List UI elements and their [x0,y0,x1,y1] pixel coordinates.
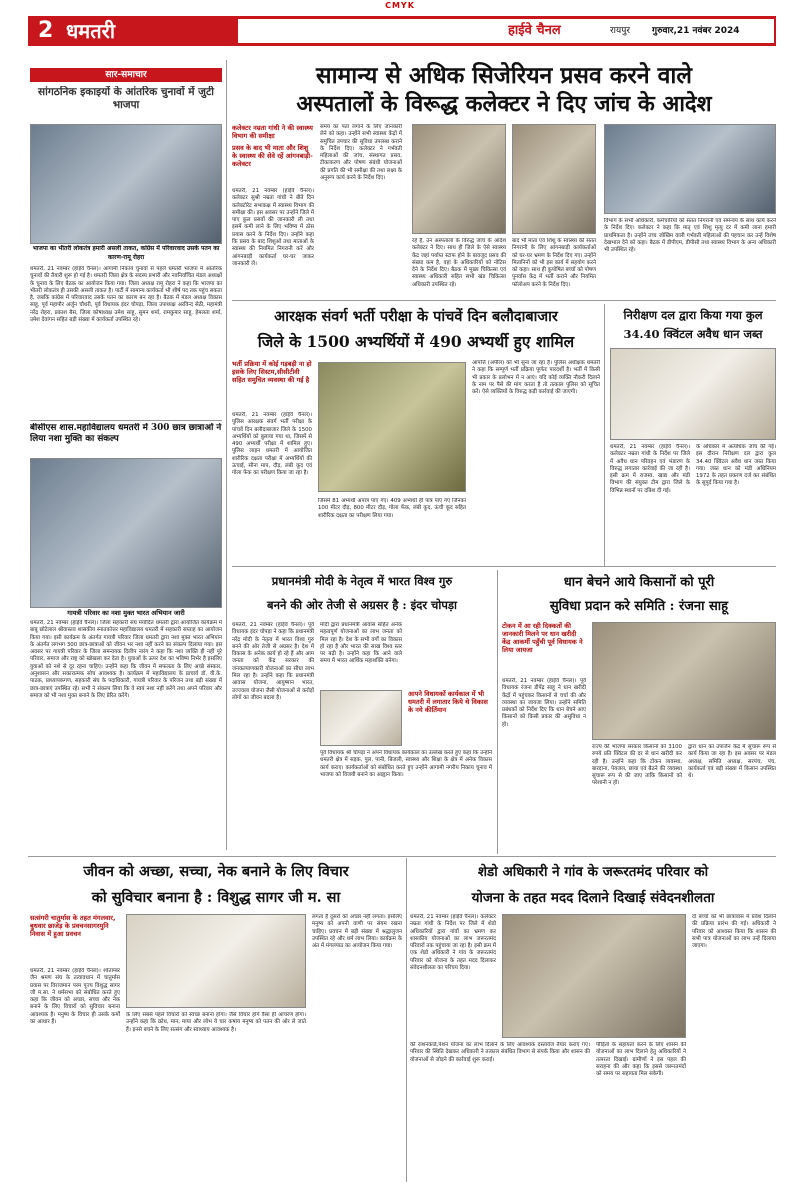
modi-headline-line2: बनने की ओर तेजी से अग्रसर है : इंदर चोपड़ा [267,598,457,612]
modi-body3: पूर्व विधायक श्री चोपड़ा ने अपने विधायक कार्यकाल का उल्लेख करते हुए कहा कि उन्होंने धमतरी क्षेत्र में सड़क, पुल, पानी, बिजली, स्वास्थ्य और शिक्षा के क्षेत्र में अनेक विकास कार्य कराए। कार्यकर्ताओं को संबोधित करते हुए उन्होंने आगामी नगरीय निकाय चुनाव में भाजपा को विजयी बनाने का आह्वान किया। [320,750,492,778]
header-city: रायपुर [610,26,631,36]
shed-headline-line2: योजना के तहत मदद दिलाने दिखाई संवेदनशीलता [471,890,715,906]
cesarean-kicker2: प्रसव के बाद भी माता और शिशु के स्वास्थ्य की सेवे रहें आंगनबाड़ी-कलेक्टर [232,144,313,168]
exam-body2: जिसमें 81 अभ्यर्थी अपात्र पाए गए। 409 अभ्यर्थी ही पात्र पाए गए जिनका 100 मीटर दौड़, 800 मीटर दौड़, गोला फेंक, लंबी कूद, ऊंची कूद सहित शारीरिक दक्षता का परीक्षण लिया गया। [318,498,466,519]
paddy-body1: धमतरी, 21 नवम्बर (हाईवे चैनल)। कलेक्टर नम्रता गांधी के निर्देश पर जिले में अवैध धान परिवहन एवं भंडारण के विरुद्ध लगातार कार्रवाई की जा रही है। इसी क्रम में राजस्व, खाद्य और मंडी विभाग की संयुक्त टीम द्वारा जिले के विभिन्न स्थानों पर दबिश दी गई। [610,444,690,494]
cesarean-headline-line1: सामान्य से अधिक सिजेरियन प्रसव करने वाले [316,62,692,89]
cesarean-body5: विभाग के सभी अधिकारी, कर्मचारियों को सतत निगरानी एवं समन्वय के साथ कार्य करने के निर्देश दिए। कलेक्टर ने कहा कि मातृ एवं शिशु मृत्यु दर में कमी लाना हमारी प्राथमिकता है। उन्होंने उच्च जोखिम वाली गर्भवती महिलाओं की पहचान कर उन्हें विशेष देखभाल देने को कहा। बैठक में डीपीएम, डीपीसी तथा स्वास्थ्य विभाग के अन्य अधिकारी भी उपस्थित रहे। [604,218,776,254]
brand-logo: हाईवे चैनल [508,23,561,38]
shed-body3: पीड़ितों के सहायता करने के लिए शासन की योजनाओं का लाभ दिलाने हेतु अधिकारियों ने तत्परता दिखाई। ग्रामीणों ने इस पहल की सराहना की और कहा कि इससे जरूरतमंदों को समय पर सहायता मिल सकेगी। [596,1042,686,1078]
print-marks: CMYK [385,1,415,10]
exam-body3: आपत्ति (अपील) को भी सुना जा रहा है। पुलिस अधीक्षक धमतरी ने कहा कि सम्पूर्ण भर्ती प्रक्रिया पूर्णतः पारदर्शी है। भर्ती में किसी भी प्रकार के प्रलोभन में न आएं। यदि कोई व्यक्ति नौकरी दिलाने के नाम पर पैसे की मांग करता है तो तत्काल पुलिस को सूचित करें। ऐसे व्यक्तियों के विरुद्ध कड़ी कार्रवाई की जाएगी। [472,360,600,396]
exam-headline-line2: जिले के 1500 अभ्यर्थियों में 490 अभ्यर्थी हुए शामिल [257,332,575,351]
exam-kicker: भर्ती प्रक्रिया में कोई गड़बड़ी ना हो इसके लिए सिस्टम,सीसीटीवी सहित समुचित व्यवस्था की गई है [232,360,312,384]
exam-headline-line1: आरक्षक संवर्ग भर्ती परीक्षा के पांचवें दिन बलौदाबाजार [274,308,558,325]
cesarean-body3: रहे हैं, उन अस्पतालों के विरुद्ध जांच के आदेश कलेक्टर ने दिए। साथ ही जिले के ऐसे स्वास्थ्य केंद्र जहां पर्याप्त स्टाफ होने के बावजूद प्रसव की संख्या कम है, वहां के अधिकारियों को नोटिस देने के निर्देश दिए। बैठक में मुख्य चिकित्सा एवं स्वास्थ्य अधिकारी सहित सभी खंड चिकित्सा अधिकारी उपस्थित रहे। [412,238,506,288]
cesarean-body4: बाद भी माता एवं शिशु के स्वास्थ्य की सतत निगरानी के लिए आंगनबाड़ी कार्यकर्ताओं को घर-घर भ्रमण के निर्देश दिए गए। उन्होंने मितानिनों को भी इस कार्य में सहयोग करने को कहा। साथ ही कुपोषित बच्चों को पोषण पुनर्वास केंद्र में भर्ती कराने और नियमित फॉलोअप करने के निर्देश दिए। [512,238,596,288]
modi-body1: धमतरी, 21 नवम्बर (हाईवे चैनल)। पूर्व विधायक इंदर चोपड़ा ने कहा कि प्रधानमंत्री नरेंद्र मोदी के नेतृत्व में भारत विश्व गुरु बनने की ओर तेजी से अग्रसर है। देश में विकास के अनेक कार्य हो रहे हैं और आम जनता को केंद्र सरकार की जनकल्याणकारी योजनाओं का सीधा लाभ मिल रहा है। उन्होंने कहा कि प्रधानमंत्री आवास योजना, आयुष्मान भारत, उज्ज्वला योजना जैसी योजनाओं से करोड़ों लोगों का जीवन बदला है। [232,622,314,701]
shed-headline-line1: शेडो अधिकारी ने गांव के जरूरतमंद परिवार को [477,864,709,880]
farmers-headline-line2: सुविधा प्रदान करे समिति : रंजना साहू [549,599,729,614]
farmers-body2: राज्य की भाजपा सरकार किसानों को 3100 रुपये प्रति क्विंटल की दर से धान खरीदी कर रही है। उन्होंने कहा कि टोकन व्यवस्था, बारदाना, पेयजल, छाया एवं बैठने की व्यवस्था सुचारू रूप से की जाए ताकि किसानों को परेशानी न हो। [592,744,682,787]
modi-kicker: आपने विधायकों कार्यकाल में भी धमतरी में लगातार किये थे विकास के नये कीर्तिमान [408,690,488,714]
page-number: 2 [38,18,54,43]
vishuddh-headline-line1: जीवन को अच्छा, सच्चा, नेक बनाने के लिए विचार [83,863,349,880]
header-date: गुरुवार,21 नवंबर 2024 [652,26,740,36]
modi-body2: मोदी द्वारा प्रधानमंत्री आवास सहित अनेक महत्वपूर्ण योजनाओं का लाभ जनता को मिल रहा है। देश के सभी वर्गों का विकास हो रहा है और भारत की साख विश्व स्तर पर बढ़ी है। उन्होंने कहा कि आने वाले समय में भारत आर्थिक महाशक्ति बनेगा। [320,622,402,665]
sidebar-story1-photo [30,124,222,244]
vishuddh-headline-line2: को सुविचार बनाना है : विशुद्ध सागर जी म. सा [91,889,341,906]
sidebar-story2-caption: गायत्री परिवार का नशा मुक्त भारत अभियान जारी [30,609,222,618]
farmers-photo [592,622,776,740]
sidebar-title: सार-समाचार [30,68,222,82]
shed-body1: धमतरी, 21 नवम्बर (हाईवे चैनल)। कलेक्टर नम्रता गांधी के निर्देश पर जिले में शेडो अधिकारियों द्वारा गांवों का भ्रमण कर शासकीय योजनाओं का लाभ जरूरतमंद परिवारों तक पहुंचाया जा रहा है। इसी क्रम में एक शेडो अधिकारी ने गांव के जरूरतमंद परिवार को योजना के तहत मदद दिलाकर संवेदनशीलता का परिचय दिया। [410,914,496,972]
vishuddh-body2: के लिए सबसे पहले विचारों को स्वच्छ बनाना होगा। जैसे विचार होंगे वैसा ही आचरण होगा। उन्होंने कहा कि क्रोध, मान, माया और लोभ ये चार कषाय मनुष्य को पतन की ओर ले जाते हैं। इनसे बचने के लिए सत्संग और स्वाध्याय आवश्यक है। [126,1012,306,1033]
cesarean-headline-line2: अस्पतालों के विरूद्ध कलेक्टर ने दिए जांच के आदेश [296,91,712,117]
cesarean-photo1 [412,124,506,234]
farmers-body3: द्वारा धान का उपार्जन केंद्र में सुचारू रूप से कार्य किया जा रहा है। इस अवसर पर मंडल अध्यक्ष, समिति अध्यक्ष, सरपंच, पंच, कार्यकर्ता एवं बड़ी संख्या में किसान उपस्थित थे। [688,744,776,780]
cesarean-kicker1: कलेक्टर नम्रता गांधी ने की स्वास्थ्य विभाग की समीक्षा [232,124,313,140]
sidebar-story1-headline: सांगठनिक इकाइयों के आंतरिक चुनावों में जुटी भाजपा [38,86,214,111]
paddy-headline-line2: 34.40 क्विंटल अवैध धान जब्त [623,327,763,341]
exam-photo [318,362,466,492]
cesarean-photo2 [512,124,596,234]
paddy-body2: के अधिकार में अत्यधिक जांच की गई। इस दौरान निरीक्षण दल द्वारा कुल 34.40 क्विंटल अवैध धान जब्त किया गया। जब्त धान को मंडी अधिनियम 1972 के तहत प्रकरण दर्ज कर संबंधित के सुपुर्द किया गया है। [696,444,776,487]
cesarean-photo3 [604,124,776,214]
paddy-headline-line1: निरीक्षण दल द्वारा किया गया कुल [623,308,763,322]
sidebar-story2-headline: बीसीएस शास.महाविद्यालय धमतरी में 300 छात्र छात्राओं ने लिया नशा मुक्ति का संकल्प [30,423,222,444]
page-header [28,16,776,46]
cesarean-body1: धमतरी, 21 नवम्बर (हाईवे चैनल)। कलेक्टर सुश्री नम्रता गांधी ने बीते दिन कलेक्टोरेट सभाकक्ष में स्वास्थ्य विभाग की समीक्षा की। इस अवसर पर उन्होंने जिले में पाए कुल प्रसवों की जानकारी ली तथा इसमें कमी लाने के लिए भविष्य में ठोस प्रयास करने के निर्देश दिए। उन्होंने कहा कि प्रसव के बाद शिशुओं तथा माताओं के स्वास्थ्य की नियमित निगरानी करें और आंगनबाड़ी कार्यकर्ता घर-घर जाकर जानकारी लें। [232,188,314,267]
farmers-headline-line1: धान बेचने आये किसानों को पूरी [563,575,715,590]
section-title: धमतरी [66,19,116,43]
vishuddh-body1: धमतरी, 21 नवम्बर (हाईवे चैनल)। श्वेताम्बर जैन श्रमण संघ के तत्वावधान में चातुर्मास प्रवास पर विराजमान परम पूज्य विशुद्ध सागर जी म.सा. ने धर्मसभा को संबोधित करते हुए कहा कि जीवन को अच्छा, सच्चा और नेक बनाने के लिए विचारों को सुविचार बनाना आवश्यक है। मनुष्य के विचार ही उसके कर्मों का आधार हैं। [30,968,120,1026]
farmers-body1: धमतरी, 21 नवम्बर (हाईवे चैनल)। पूर्व विधायक रंजना डीपेंद्र साहू ने धान खरीदी केंद्रों में पहुंचकर किसानों से चर्चा की और व्यवस्था का जायजा लिया। उन्होंने समिति प्रबंधकों को निर्देश दिए कि धान बेचने आए किसानों को किसी प्रकार की असुविधा न हो। [502,678,586,728]
sidebar-story2-photo [30,458,222,608]
exam-body1: धमतरी, 21 नवम्बर (हाईवे चैनल)। पुलिस आरक्षक संवर्ग भर्ती परीक्षा के पांचवें दिन बलौदाबाजार जिले के 1500 अभ्यर्थियों को बुलाया गया था, जिसमें से 490 अभ्यर्थी परीक्षा में शामिल हुए। पुलिस लाइन धमतरी में आयोजित शारीरिक दक्षता परीक्षा में अभ्यर्थियों की ऊंचाई, सीना माप, दौड़, लंबी कूद एवं गोला फेंक का परीक्षण किया जा रहा है। [232,412,312,477]
shed-photo [502,914,686,1038]
shed-body2: की राशनकार्ड,पेंशन योजना का लाभ दिलाने के लिए आवश्यक दस्तावेज तैयार कराए गए। परिवार की स्थिति देखकर अधिकारी ने तत्काल संबंधित विभाग से संपर्क किया और शासन की योजनाओं से जोड़ने की कार्रवाई शुरू कराई। [410,1042,590,1063]
paddy-photo [610,348,776,440]
vishuddh-body3: लगता है दूसरों को अच्छा नहीं लगता। इसलिए मनुष्य को अपनी वाणी पर संयम रखना चाहिए। प्रवचन में बड़ी संख्या में श्रद्धालुजन उपस्थित रहे और धर्म लाभ लिया। कार्यक्रम के अंत में मंगलपाठ का आयोजन किया गया। [312,914,402,950]
shed-body4: दो बच्चों को भी छात्रावास में प्रवेश दिलाने की प्रक्रिया प्रारंभ की गई। अधिकारी ने परिवार को आश्वस्त किया कि शासन की सभी पात्र योजनाओं का लाभ उन्हें दिलाया जाएगा। [692,914,776,950]
cesarean-body2: समय का पता लगाने के लिए जानकारी लेने को कहा। उन्होंने सभी स्वास्थ्य केंद्रों में समुचित उपचार की सुविधा उपलब्ध कराने के निर्देश दिए। कलेक्टर ने गर्भवती महिलाओं की जांच, संस्थागत प्रसव, टीकाकरण और पोषण संबंधी योजनाओं की प्रगति की भी समीक्षा की तथा लक्ष्य के अनुरूप कार्य करने के निर्देश दिए। [320,124,402,182]
farmers-kicker: टोकन में आ रही दिक्कतों की जानकारी मिलने पर धान खरीदी केंद्र आकर्मी पहुँची पूर्व विधायक ने लिया जायजा [502,622,583,654]
vishuddh-kicker: सत्संगरी चातुर्मास के तहत मंगलवार, बुधवार छाजेड़ के प्रवचनसागरमुनि निवास में हुआ प्रवचन [30,914,116,938]
vishuddh-photo [126,914,306,1008]
modi-headline-line1: प्रधानमंत्री मोदी के नेतृत्व में भारत विश्व गुरु [271,574,453,588]
sidebar-story1-body: धमतरी, 21 नवम्बर (हाईवे चैनल)। आगामी निकाय चुनावों से पहले धमतरी भाजपा में आंतरिक चुनावों की तैयारी शुरू हो गई है। धमतरी जिला क्षेत्र के सदस्य प्रभारी और नवनिर्वाचित मंडल अध्यक्षों के चुनाव के लिए बैठक का आयोजन किया गया। जिला अध्यक्ष रामू रोहरा ने कहा कि भाजपा का भीतरी लोकतंत्र ही उसकी असली ताकत है। पार्टी में सामान्य कार्यकर्ता भी शीर्ष पद तक पहुंच सकता है, जबकि कांग्रेस में परिवारवाद उसके पतन का कारण बन रहा है। बैठक में मंडल अध्यक्ष विकास साहू, पूर्व महापौर अर्जुन चौधरी, पूर्व विधायक इंदर चोपड़ा, जिला उपाध्यक्ष अरविन्द सेठी, महामंत्री नरेंद्र रोहरा, प्रकाश बैस, जिला कोषाध्यक्ष उमेश साहू, सुमन शर्मा, रामकुमार साहू, हेमलता शर्मा, उमेश देवांगन सहित बड़ी संख्या में कार्यकर्ता उपस्थित रहे। [30,266,222,324]
header-white-band [238,19,774,43]
sidebar-story1-caption: भाजपा का भीतरी लोकतंत्र हमारी असली ताकत, कांग्रेस में परिवारवाद उसके पतन का कारण-रामू रोहरा [30,245,222,263]
modi-photo [320,690,402,746]
sidebar-story2-body: धमतरी, 21 नवम्बर (हाईवे चैनल)। जिला सहकारी संघ मर्यादित धमतरी द्वारा आयोजित कार्यक्रम में बाबू छोटेलाल श्रीवास्तव शासकीय स्नातकोत्तर महाविद्यालय धमतरी में सहकारी सप्ताह का आयोजन किया गया। इसी कार्यक्रम के अंतर्गत गायत्री परिवार जिला धमतरी द्वारा नशा मुक्त भारत अभियान के अंतर्गत लगभग 300 छात्र-छात्राओं को जीवन भर नशा नहीं करने का संकल्प दिलाया गया। इस अवसर पर गायत्री परिवार के जिला समन्वयक दिलीप नारंग ने कहा कि नशा व्यक्ति ही नहीं पूरे परिवार, समाज और राष्ट्र को खोखला कर देता है। युवाओं के ऊपर देश का भविष्य निर्भर है इसलिए युवाओं को नशे से दूर रहना चाहिए। उन्होंने कहा कि जीवन में सफलता के लिए अच्छे संस्कार, अनुशासन और सकारात्मक सोच आवश्यक है। कार्यक्रम में महाविद्यालय के प्राचार्य डॉ. वी.के. पाठक, प्राध्यापकगण, सहकारी संघ के पदाधिकारी, गायत्री परिवार के परिजन तथा बड़ी संख्या में छात्र-छात्राएं उपस्थित रहे। सभी ने संकल्प लिया कि वे स्वयं नशा नहीं करेंगे तथा अपने परिवार और समाज को भी नशा मुक्त बनाने के लिए प्रेरित करेंगे। [30,620,222,699]
